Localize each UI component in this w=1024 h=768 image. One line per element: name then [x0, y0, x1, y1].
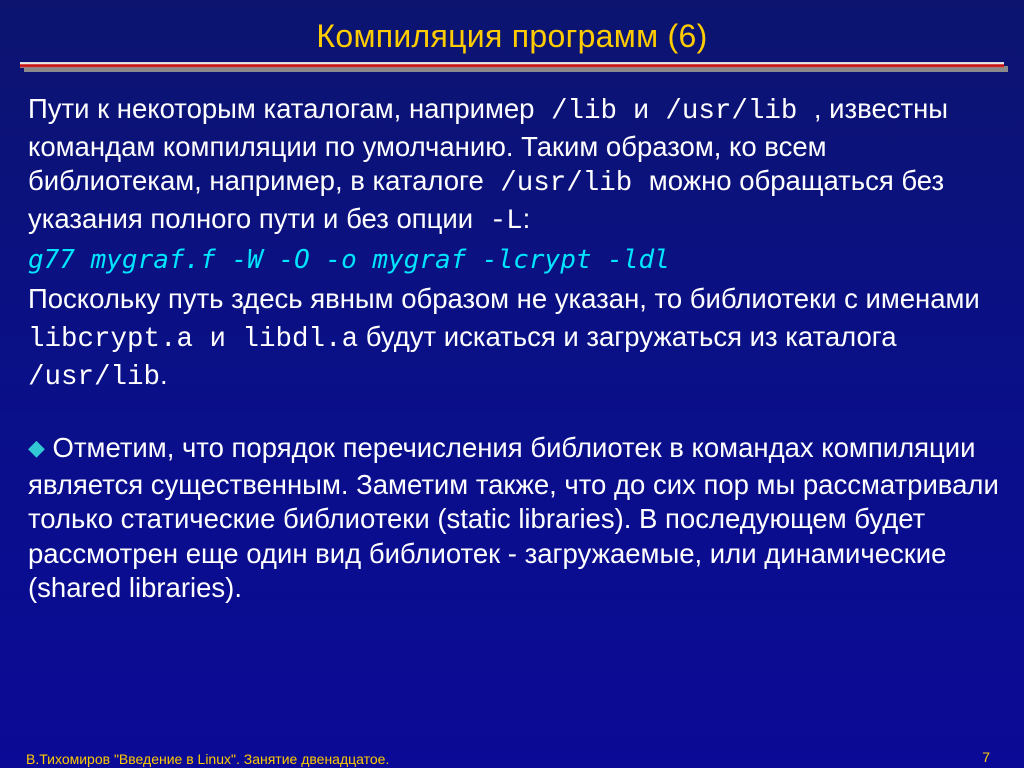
path-usr-lib: /usr/lib — [28, 361, 161, 393]
lib-libcrypt: libcrypt.a — [28, 324, 194, 355]
diamond-bullet-icon: ◆ — [28, 435, 45, 460]
paragraph-library-paths — [28, 92, 1003, 239]
paragraph-implicit-path: Поскольку путь здесь явным образом не указан, то библиотеки с именами — [28, 282, 980, 314]
path-lib: /lib — [534, 96, 634, 127]
path-usr-lib: /usr/lib — [648, 96, 814, 127]
divider-line — [20, 62, 1004, 68]
text-segment: будут искаться и загружаться из каталога — [358, 321, 897, 352]
lib-libdl: libdl.a — [242, 324, 359, 355]
compile-command: g77 mygraf.f -W -O -o mygraf -lcrypt -ldl — [28, 245, 670, 275]
page-number: 7 — [982, 749, 990, 765]
paragraph-library-order — [28, 431, 1003, 606]
footer-author: В.Тихомиров "Введение в Linux". Занятие двенадцатое. — [26, 751, 390, 767]
slide-title: Компиляция программ (6) — [316, 18, 708, 54]
spacer — [28, 395, 1003, 431]
option-L: -L — [473, 205, 523, 237]
path-usr-lib: /usr/lib — [483, 168, 649, 199]
text-segment: можно обращаться без указания полного пути и без опции — [28, 165, 945, 234]
slide-body — [28, 92, 1003, 606]
title-divider — [20, 62, 1004, 70]
text-segment: и — [633, 93, 649, 124]
text-segment: : — [522, 202, 531, 234]
text-segment: Отметим, что порядок перечисления библиотек в командах компиляции является существенным. Заметим также, что до сих пор мы рассматривали только статические библиотеки (static libraries). В последующем будет рассмотрен еще один вид библиотек - загружаемые, или динамические (shared libraries). — [28, 432, 999, 603]
text-segment: , известны командам компиляции по умолчанию. Таким образом, ко всем библиотекам, например, в каталоге — [28, 93, 949, 196]
text-segment: и — [193, 324, 243, 355]
text-segment: . — [160, 358, 168, 390]
text-segment: Пути к некоторым каталогам, например — [28, 93, 535, 124]
paragraph-library-search — [28, 320, 1003, 395]
